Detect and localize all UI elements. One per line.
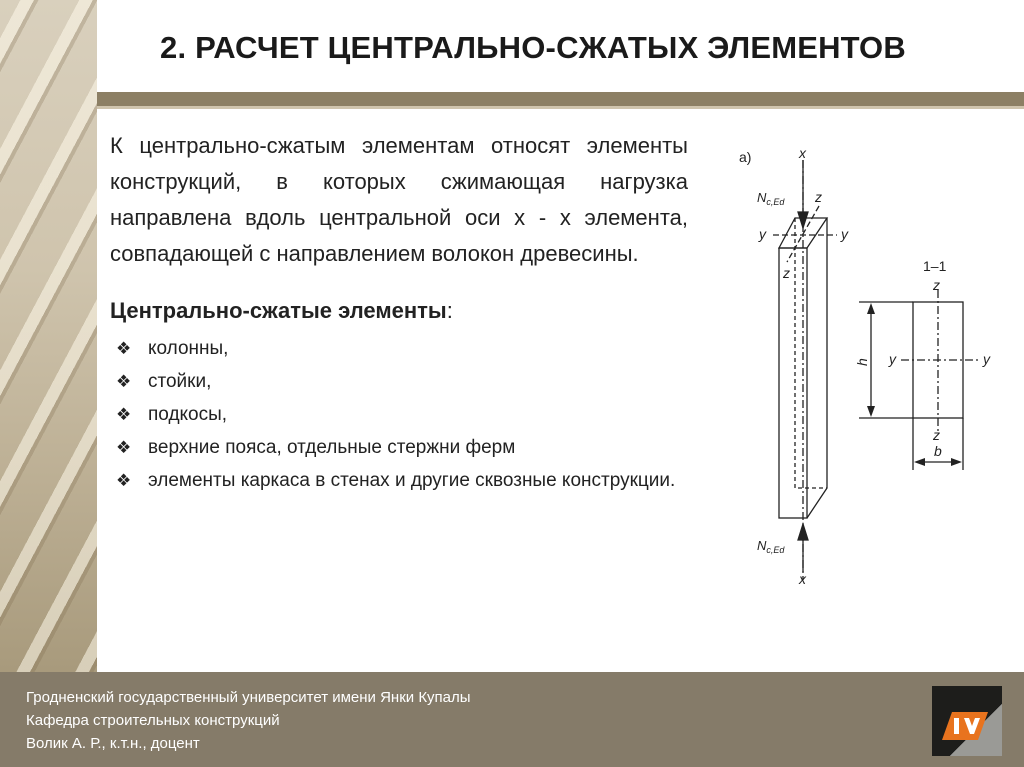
top-force-arrowhead: [798, 212, 808, 228]
axis-x-label-bottom: x: [799, 571, 806, 587]
bullet-icon: ❖: [116, 405, 132, 424]
height-arrowhead-bottom: [867, 406, 875, 417]
slide-title: 2. РАСЧЕТ ЦЕНТРАЛЬНО-СЖАТЫХ ЭЛЕМЕНТОВ: [160, 30, 906, 65]
width-arrowhead-left: [914, 458, 925, 466]
list-item: [110, 464, 688, 497]
department-name: Кафедра строительных конструкций: [26, 712, 280, 729]
axis-z-label-top: z: [815, 189, 822, 205]
list-item-text: стойки,: [148, 371, 212, 392]
list-item-text: верхние пояса, отдельные стержни ферм: [148, 437, 516, 458]
force-label-top: [757, 190, 785, 207]
width-arrowhead-right: [951, 458, 962, 466]
axis-y-label-left: y: [759, 226, 766, 242]
list-item: [110, 431, 688, 464]
force-symbol-top: N: [757, 190, 767, 205]
force-subscript-bottom: c,Ed: [766, 545, 785, 555]
element-list: [110, 332, 688, 497]
force-symbol-bottom: N: [757, 538, 767, 553]
intro-paragraph: К центрально-сжатым элементам относят элементы конструкций, в которых сжимающая нагрузка направлена вдоль центральной оси х - х элемента, совпадающей с направлением волокон древесины.: [110, 133, 688, 266]
university-logo-icon: [932, 686, 1002, 756]
bullet-icon: ❖: [116, 339, 132, 358]
section-y-label-left: y: [889, 351, 896, 367]
force-label-bottom: [757, 538, 785, 555]
list-item: [110, 398, 688, 431]
height-arrowhead-top: [867, 303, 875, 314]
title-rule-highlight: [97, 106, 1024, 109]
axis-x-label-top: x: [799, 145, 806, 161]
background-texture: [0, 0, 97, 672]
section-z-label-bottom: z: [933, 427, 940, 443]
list-heading: [110, 296, 688, 326]
force-subscript-top: c,Ed: [766, 197, 785, 207]
list-item: [110, 332, 688, 365]
width-label: b: [934, 443, 942, 459]
list-item-text: подкосы,: [148, 404, 228, 425]
list-heading-colon: :: [446, 298, 453, 323]
height-label: h: [854, 358, 870, 366]
footer-text: [26, 686, 471, 755]
section-z-label-top: z: [933, 277, 940, 293]
axis-y-label-right: y: [841, 226, 848, 242]
list-heading-text: Центрально-сжатые элементы: [110, 298, 447, 323]
list-item: [110, 365, 688, 398]
list-item-text: колонны,: [148, 338, 229, 359]
bullet-icon: ❖: [116, 372, 132, 391]
section-y-label-right: y: [983, 351, 990, 367]
list-item-text: элементы каркаса в стенах и другие сквозные конструкции.: [148, 470, 676, 491]
column-side-face: [807, 218, 827, 518]
bullet-icon: ❖: [116, 438, 132, 457]
axis-z-label-lower: z: [783, 265, 790, 281]
panel-label: а): [739, 149, 752, 165]
bottom-force-arrowhead: [798, 524, 808, 540]
section-label: 1–1: [923, 258, 947, 274]
content-area: [110, 128, 688, 497]
column-diagram: [735, 140, 1020, 600]
bullet-icon: ❖: [116, 471, 132, 490]
column-hidden-edges: [795, 218, 827, 488]
university-name: Гродненский государственный университет имени Янки Купалы: [26, 689, 471, 706]
author-name: Волик А. Р., к.т.н., доцент: [26, 735, 200, 752]
title-rule: [97, 92, 1024, 106]
